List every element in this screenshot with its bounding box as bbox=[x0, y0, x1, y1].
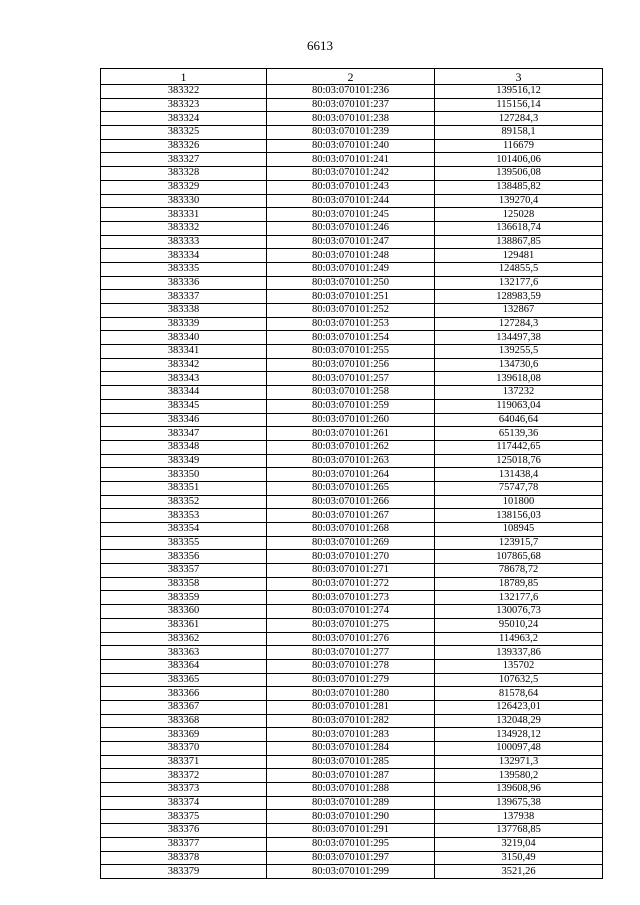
value-cell: 132867 bbox=[435, 304, 603, 318]
table-row bbox=[101, 659, 603, 673]
table-header-row bbox=[101, 69, 603, 85]
table-row bbox=[101, 454, 603, 468]
cadastral-number-cell: 80:03:070101:261 bbox=[267, 427, 435, 441]
table-row bbox=[101, 221, 603, 235]
cadastral-number-cell: 80:03:070101:244 bbox=[267, 194, 435, 208]
table-row bbox=[101, 208, 603, 222]
record-number-cell: 383359 bbox=[101, 591, 267, 605]
value-cell: 139337,86 bbox=[435, 646, 603, 660]
table-row bbox=[101, 235, 603, 249]
cadastral-number-cell: 80:03:070101:284 bbox=[267, 742, 435, 756]
table-row bbox=[101, 714, 603, 728]
table-row bbox=[101, 673, 603, 687]
cadastral-number-cell: 80:03:070101:246 bbox=[267, 221, 435, 235]
value-cell: 117442,65 bbox=[435, 440, 603, 454]
record-number-cell: 383377 bbox=[101, 837, 267, 851]
table-row bbox=[101, 126, 603, 140]
table-body bbox=[101, 85, 603, 879]
cadastral-number-cell: 80:03:070101:256 bbox=[267, 358, 435, 372]
value-cell: 137232 bbox=[435, 386, 603, 400]
table-row bbox=[101, 523, 603, 537]
record-number-cell: 383369 bbox=[101, 728, 267, 742]
record-number-cell: 383354 bbox=[101, 523, 267, 537]
table-row bbox=[101, 646, 603, 660]
table-row bbox=[101, 700, 603, 714]
record-number-cell: 383365 bbox=[101, 673, 267, 687]
value-cell: 134730,6 bbox=[435, 358, 603, 372]
record-number-cell: 383335 bbox=[101, 262, 267, 276]
cadastral-number-cell: 80:03:070101:240 bbox=[267, 139, 435, 153]
record-number-cell: 383378 bbox=[101, 851, 267, 865]
record-number-cell: 383374 bbox=[101, 796, 267, 810]
value-cell: 132048,29 bbox=[435, 714, 603, 728]
value-cell: 139608,96 bbox=[435, 783, 603, 797]
cadastral-number-cell: 80:03:070101:290 bbox=[267, 810, 435, 824]
table-row bbox=[101, 618, 603, 632]
cadastral-number-cell: 80:03:070101:236 bbox=[267, 85, 435, 99]
cadastral-number-cell: 80:03:070101:242 bbox=[267, 167, 435, 181]
value-cell: 129481 bbox=[435, 249, 603, 263]
value-cell: 139618,08 bbox=[435, 372, 603, 386]
value-cell: 139580,2 bbox=[435, 769, 603, 783]
record-number-cell: 383355 bbox=[101, 536, 267, 550]
cadastral-number-cell: 80:03:070101:295 bbox=[267, 837, 435, 851]
value-cell: 135702 bbox=[435, 659, 603, 673]
table-row bbox=[101, 632, 603, 646]
cadastral-number-cell: 80:03:070101:287 bbox=[267, 769, 435, 783]
record-number-cell: 383351 bbox=[101, 481, 267, 495]
table-row bbox=[101, 249, 603, 263]
value-cell: 128983,59 bbox=[435, 290, 603, 304]
value-cell: 134497,38 bbox=[435, 331, 603, 345]
cadastral-number-cell: 80:03:070101:259 bbox=[267, 399, 435, 413]
record-number-cell: 383362 bbox=[101, 632, 267, 646]
value-cell: 89158,1 bbox=[435, 126, 603, 140]
record-number-cell: 383376 bbox=[101, 824, 267, 838]
cadastral-number-cell: 80:03:070101:239 bbox=[267, 126, 435, 140]
record-number-cell: 383338 bbox=[101, 304, 267, 318]
cadastral-number-cell: 80:03:070101:274 bbox=[267, 605, 435, 619]
record-number-cell: 383373 bbox=[101, 783, 267, 797]
value-cell: 139506,08 bbox=[435, 167, 603, 181]
cadastral-number-cell: 80:03:070101:268 bbox=[267, 523, 435, 537]
value-cell: 137938 bbox=[435, 810, 603, 824]
value-cell: 134928,12 bbox=[435, 728, 603, 742]
table-row bbox=[101, 331, 603, 345]
table-row bbox=[101, 577, 603, 591]
value-cell: 139675,38 bbox=[435, 796, 603, 810]
record-number-cell: 383366 bbox=[101, 687, 267, 701]
cadastral-number-cell: 80:03:070101:265 bbox=[267, 481, 435, 495]
table-row bbox=[101, 605, 603, 619]
value-cell: 125028 bbox=[435, 208, 603, 222]
cadastral-number-cell: 80:03:070101:245 bbox=[267, 208, 435, 222]
table-row bbox=[101, 755, 603, 769]
cadastral-number-cell: 80:03:070101:264 bbox=[267, 468, 435, 482]
record-number-cell: 383340 bbox=[101, 331, 267, 345]
record-number-cell: 383360 bbox=[101, 605, 267, 619]
value-cell: 107865,68 bbox=[435, 550, 603, 564]
cadastral-number-cell: 80:03:070101:250 bbox=[267, 276, 435, 290]
record-number-cell: 383347 bbox=[101, 427, 267, 441]
table-row bbox=[101, 358, 603, 372]
value-cell: 95010,24 bbox=[435, 618, 603, 632]
table-row bbox=[101, 386, 603, 400]
value-cell: 138867,85 bbox=[435, 235, 603, 249]
cadastral-number-cell: 80:03:070101:275 bbox=[267, 618, 435, 632]
value-cell: 107632,5 bbox=[435, 673, 603, 687]
table-row bbox=[101, 783, 603, 797]
table-row bbox=[101, 399, 603, 413]
cadastral-number-cell: 80:03:070101:237 bbox=[267, 98, 435, 112]
value-cell: 138156,03 bbox=[435, 509, 603, 523]
record-number-cell: 383331 bbox=[101, 208, 267, 222]
cadastral-number-cell: 80:03:070101:260 bbox=[267, 413, 435, 427]
record-number-cell: 383350 bbox=[101, 468, 267, 482]
table-row bbox=[101, 180, 603, 194]
table-row bbox=[101, 276, 603, 290]
value-cell: 131438,4 bbox=[435, 468, 603, 482]
table-row bbox=[101, 317, 603, 331]
record-number-cell: 383343 bbox=[101, 372, 267, 386]
record-number-cell: 383322 bbox=[101, 85, 267, 99]
value-cell: 130076,73 bbox=[435, 605, 603, 619]
table-row bbox=[101, 536, 603, 550]
cadastral-number-cell: 80:03:070101:247 bbox=[267, 235, 435, 249]
table-row bbox=[101, 98, 603, 112]
table-row bbox=[101, 509, 603, 523]
record-number-cell: 383371 bbox=[101, 755, 267, 769]
value-cell: 3521,26 bbox=[435, 865, 603, 879]
value-cell: 78678,72 bbox=[435, 564, 603, 578]
table-row bbox=[101, 865, 603, 879]
table-row bbox=[101, 481, 603, 495]
table-row bbox=[101, 687, 603, 701]
record-number-cell: 383357 bbox=[101, 564, 267, 578]
record-number-cell: 383358 bbox=[101, 577, 267, 591]
record-number-cell: 383372 bbox=[101, 769, 267, 783]
cadastral-number-cell: 80:03:070101:279 bbox=[267, 673, 435, 687]
value-cell: 101406,06 bbox=[435, 153, 603, 167]
table-row bbox=[101, 304, 603, 318]
cadastral-number-cell: 80:03:070101:285 bbox=[267, 755, 435, 769]
value-cell: 139270,4 bbox=[435, 194, 603, 208]
table-row bbox=[101, 851, 603, 865]
cadastral-number-cell: 80:03:070101:289 bbox=[267, 796, 435, 810]
cadastral-number-cell: 80:03:070101:280 bbox=[267, 687, 435, 701]
cadastral-number-cell: 80:03:070101:276 bbox=[267, 632, 435, 646]
cadastral-number-cell: 80:03:070101:238 bbox=[267, 112, 435, 126]
table-row bbox=[101, 824, 603, 838]
record-number-cell: 383344 bbox=[101, 386, 267, 400]
page-number: 6613 bbox=[307, 38, 333, 53]
cadastral-number-cell: 80:03:070101:277 bbox=[267, 646, 435, 660]
column-header-2: 2 bbox=[267, 69, 435, 85]
cadastral-number-cell: 80:03:070101:297 bbox=[267, 851, 435, 865]
value-cell: 108945 bbox=[435, 523, 603, 537]
record-number-cell: 383330 bbox=[101, 194, 267, 208]
table-row bbox=[101, 139, 603, 153]
record-number-cell: 383368 bbox=[101, 714, 267, 728]
table-row bbox=[101, 728, 603, 742]
table-row bbox=[101, 85, 603, 99]
record-number-cell: 383356 bbox=[101, 550, 267, 564]
record-number-cell: 383346 bbox=[101, 413, 267, 427]
table-row bbox=[101, 194, 603, 208]
record-number-cell: 383367 bbox=[101, 700, 267, 714]
record-number-cell: 383334 bbox=[101, 249, 267, 263]
value-cell: 18789,85 bbox=[435, 577, 603, 591]
value-cell: 75747,78 bbox=[435, 481, 603, 495]
value-cell: 115156,14 bbox=[435, 98, 603, 112]
cadastral-number-cell: 80:03:070101:241 bbox=[267, 153, 435, 167]
table-row bbox=[101, 440, 603, 454]
value-cell: 139255,5 bbox=[435, 345, 603, 359]
record-number-cell: 383361 bbox=[101, 618, 267, 632]
table-row bbox=[101, 167, 603, 181]
cadastral-number-cell: 80:03:070101:269 bbox=[267, 536, 435, 550]
table-row bbox=[101, 153, 603, 167]
value-cell: 132177,6 bbox=[435, 276, 603, 290]
value-cell: 137768,85 bbox=[435, 824, 603, 838]
value-cell: 124855,5 bbox=[435, 262, 603, 276]
value-cell: 139516,12 bbox=[435, 85, 603, 99]
cadastral-number-cell: 80:03:070101:263 bbox=[267, 454, 435, 468]
cadastral-number-cell: 80:03:070101:251 bbox=[267, 290, 435, 304]
cadastral-number-cell: 80:03:070101:299 bbox=[267, 865, 435, 879]
table-row bbox=[101, 345, 603, 359]
record-number-cell: 383323 bbox=[101, 98, 267, 112]
cadastral-number-cell: 80:03:070101:243 bbox=[267, 180, 435, 194]
table-row bbox=[101, 796, 603, 810]
record-number-cell: 383337 bbox=[101, 290, 267, 304]
record-number-cell: 383379 bbox=[101, 865, 267, 879]
cadastral-number-cell: 80:03:070101:281 bbox=[267, 700, 435, 714]
value-cell: 114963,2 bbox=[435, 632, 603, 646]
value-cell: 81578,64 bbox=[435, 687, 603, 701]
value-cell: 65139,36 bbox=[435, 427, 603, 441]
cadastral-number-cell: 80:03:070101:249 bbox=[267, 262, 435, 276]
value-cell: 123915,7 bbox=[435, 536, 603, 550]
value-cell: 127284,3 bbox=[435, 317, 603, 331]
value-cell: 64046,64 bbox=[435, 413, 603, 427]
record-number-cell: 383324 bbox=[101, 112, 267, 126]
record-number-cell: 383333 bbox=[101, 235, 267, 249]
record-number-cell: 383327 bbox=[101, 153, 267, 167]
value-cell: 125018,76 bbox=[435, 454, 603, 468]
record-number-cell: 383370 bbox=[101, 742, 267, 756]
table-row bbox=[101, 564, 603, 578]
record-number-cell: 383348 bbox=[101, 440, 267, 454]
cadastral-number-cell: 80:03:070101:273 bbox=[267, 591, 435, 605]
column-header-1: 1 bbox=[101, 69, 267, 85]
value-cell: 3219,04 bbox=[435, 837, 603, 851]
table-row bbox=[101, 427, 603, 441]
cadastral-number-cell: 80:03:070101:248 bbox=[267, 249, 435, 263]
cadastral-number-cell: 80:03:070101:254 bbox=[267, 331, 435, 345]
cadastral-number-cell: 80:03:070101:258 bbox=[267, 386, 435, 400]
value-cell: 116679 bbox=[435, 139, 603, 153]
value-cell: 132971,3 bbox=[435, 755, 603, 769]
table-row bbox=[101, 769, 603, 783]
table-row bbox=[101, 495, 603, 509]
value-cell: 127284,3 bbox=[435, 112, 603, 126]
cadastral-number-cell: 80:03:070101:270 bbox=[267, 550, 435, 564]
cadastral-number-cell: 80:03:070101:252 bbox=[267, 304, 435, 318]
value-cell: 138485,82 bbox=[435, 180, 603, 194]
cadastral-number-cell: 80:03:070101:257 bbox=[267, 372, 435, 386]
record-number-cell: 383345 bbox=[101, 399, 267, 413]
table-row bbox=[101, 810, 603, 824]
record-number-cell: 383375 bbox=[101, 810, 267, 824]
cadastral-number-cell: 80:03:070101:267 bbox=[267, 509, 435, 523]
table-row bbox=[101, 372, 603, 386]
table-row bbox=[101, 112, 603, 126]
record-number-cell: 383328 bbox=[101, 167, 267, 181]
value-cell: 132177,6 bbox=[435, 591, 603, 605]
table-row bbox=[101, 591, 603, 605]
record-number-cell: 383326 bbox=[101, 139, 267, 153]
value-cell: 101800 bbox=[435, 495, 603, 509]
record-number-cell: 383364 bbox=[101, 659, 267, 673]
record-number-cell: 383339 bbox=[101, 317, 267, 331]
table-row bbox=[101, 262, 603, 276]
record-number-cell: 383353 bbox=[101, 509, 267, 523]
record-number-cell: 383363 bbox=[101, 646, 267, 660]
cadastral-number-cell: 80:03:070101:283 bbox=[267, 728, 435, 742]
record-number-cell: 383349 bbox=[101, 454, 267, 468]
cadastral-number-cell: 80:03:070101:262 bbox=[267, 440, 435, 454]
cadastral-number-cell: 80:03:070101:278 bbox=[267, 659, 435, 673]
cadastral-number-cell: 80:03:070101:271 bbox=[267, 564, 435, 578]
cadastral-number-cell: 80:03:070101:288 bbox=[267, 783, 435, 797]
value-cell: 100097,48 bbox=[435, 742, 603, 756]
value-cell: 126423,01 bbox=[435, 700, 603, 714]
column-header-3: 3 bbox=[435, 69, 603, 85]
record-number-cell: 383352 bbox=[101, 495, 267, 509]
table-row bbox=[101, 742, 603, 756]
cadastral-number-cell: 80:03:070101:282 bbox=[267, 714, 435, 728]
table-row bbox=[101, 837, 603, 851]
table-row bbox=[101, 468, 603, 482]
cadastral-number-cell: 80:03:070101:291 bbox=[267, 824, 435, 838]
record-number-cell: 383336 bbox=[101, 276, 267, 290]
record-number-cell: 383342 bbox=[101, 358, 267, 372]
cadastral-number-cell: 80:03:070101:266 bbox=[267, 495, 435, 509]
table-row bbox=[101, 550, 603, 564]
table-row bbox=[101, 290, 603, 304]
cadastral-number-cell: 80:03:070101:272 bbox=[267, 577, 435, 591]
record-number-cell: 383329 bbox=[101, 180, 267, 194]
value-cell: 119063,04 bbox=[435, 399, 603, 413]
record-number-cell: 383332 bbox=[101, 221, 267, 235]
cadastral-number-cell: 80:03:070101:253 bbox=[267, 317, 435, 331]
data-table bbox=[100, 68, 603, 879]
value-cell: 3150,49 bbox=[435, 851, 603, 865]
cadastral-number-cell: 80:03:070101:255 bbox=[267, 345, 435, 359]
record-number-cell: 383325 bbox=[101, 126, 267, 140]
table-row bbox=[101, 413, 603, 427]
record-number-cell: 383341 bbox=[101, 345, 267, 359]
value-cell: 136618,74 bbox=[435, 221, 603, 235]
